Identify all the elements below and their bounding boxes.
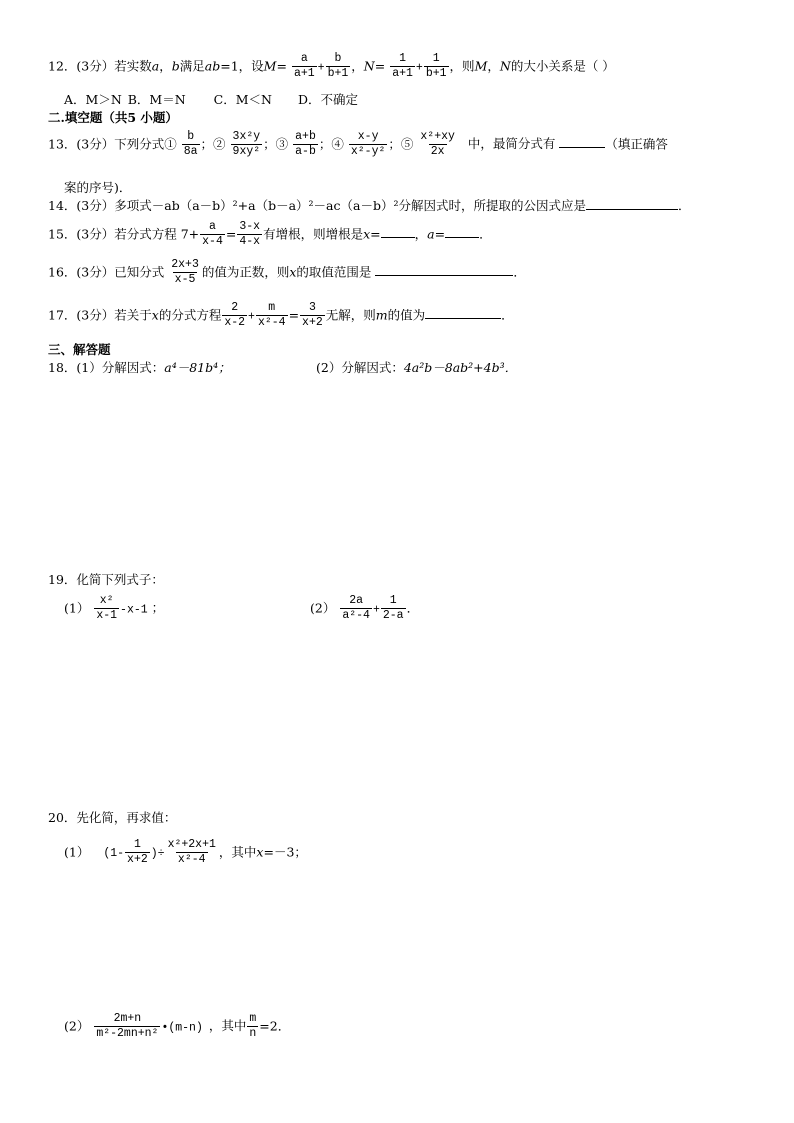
q12-fraction-d: $\frac{1}{b+1}$ <box>425 52 447 81</box>
q12-number: 12．(3分）若实数 <box>48 58 152 74</box>
q16-answer-blank[interactable] <box>375 275 513 276</box>
q12-fraction-a: $\frac{a}{a+1}$ <box>293 52 315 81</box>
q12-option-c: C．M＜N <box>213 92 272 107</box>
q12-option-a: A．M＞N <box>64 92 122 107</box>
question-16: 16．(3分）已知分式 $\frac{2x+3}{x-5}$ 的值为正数，则x的取值范围是 ． <box>48 258 526 287</box>
q20-fraction-1: $\frac{1}{x+2}$ <box>127 838 148 867</box>
q17-fraction-1: $\frac{2}{x-2}$ <box>224 301 246 330</box>
q12-option-b: B．M＝N <box>127 92 186 107</box>
question-20-part-1: (1） (1- $\frac{1}{x+2}$ )÷ $\frac{\text{x²+2x+1}}{\text{x²-4}}$ ，其中x=－3； <box>64 838 307 867</box>
question-19-title: 19．化简下列式子： <box>48 572 164 587</box>
q19-fraction-3: $\frac{1}{2-a}$ <box>382 594 404 623</box>
question-15: 15．(3分）若分式方程 7+ $\frac{a}{x-4}$ = $\frac{3-x}{4-x}$ 有增根，则增根是x= ，a= ． <box>48 220 492 249</box>
q15-fraction-right: $\frac{3-x}{4-x}$ <box>239 220 261 249</box>
q20-fraction-4: $\frac{m}{n}$ <box>249 1012 257 1041</box>
question-18-part-2: (2）分解因式：4a²b－8ab²+4b³． <box>316 360 518 375</box>
q13-fraction-3: $\frac{a+b}{a-b}$ <box>295 130 316 159</box>
q17-answer-blank[interactable] <box>425 318 501 319</box>
question-19-part-1: (1） $\frac{\text{x²}}{x-1}$ -x-1 ； <box>64 594 165 623</box>
q17-fraction-2: $\frac{m}{\text{x²-4}}$ <box>257 301 286 330</box>
q14-answer-blank[interactable] <box>586 209 678 210</box>
question-20-part-2: (2） $\frac{2m+n}{\text{m²-2mn+n²}}$ •(m-n) ，其中 $\frac{m}{n}$ =2． <box>64 1012 291 1041</box>
q20-fraction-2: $\frac{\text{x²+2x+1}}{\text{x²-4}}$ <box>167 838 216 867</box>
question-12: 12．(3分）若实数a，b满足ab=1，设M= $\frac{a}{a+1}$ + $\frac{b}{b+1}$ ，N= $\frac{1}{a+1}$ + $\frac{1}{b+1}$ ，则M，N的大小关系是（ ） <box>48 52 615 81</box>
question-18-part-1: 18．(1）分解因式：a⁴－81b⁴； <box>48 360 231 375</box>
question-19-part-2: (2） $\frac{2a}{\text{a²-4}}$ + $\frac{1}{2-a}$ ． <box>310 594 420 623</box>
question-14: 14．(3分）多项式－ab（a－b）²+a（b－a）²－ac（a－b）²分解因式时，所提取的公因式应是 ． <box>48 198 691 213</box>
q12-fraction-c: $\frac{1}{a+1}$ <box>392 52 413 81</box>
question-13: 13．(3分）下列分式① $\frac{b}{8a}$ ；② $\frac{\text{3x²y}}{\text{9xy²}}$ ；③ $\frac{a+b}{a-b}$ ；④ $\frac{x-y}{\text{x²-y²}}$ ；⑤ $\frac{\text{x²+xy}}{2x}$ 中，最简分式有 （填正确答 <box>48 130 668 159</box>
q19-fraction-2: $\frac{2a}{\text{a²-4}}$ <box>342 594 370 623</box>
q15-root-blank[interactable] <box>381 237 415 238</box>
q13-line2: 案的序号)． <box>64 180 132 195</box>
section-answer-heading: 三、解答题 <box>48 342 111 357</box>
q16-fraction: $\frac{2x+3}{x-5}$ <box>171 258 199 287</box>
q13-fraction-2: $\frac{\text{3x²y}}{\text{9xy²}}$ <box>232 130 261 159</box>
q12-option-d: D．不确定 <box>297 92 358 107</box>
q12-fraction-b: $\frac{b}{b+1}$ <box>327 52 349 81</box>
q17-fraction-3: $\frac{3}{x+2}$ <box>302 301 323 330</box>
question-17: 17．(3分）若关于x的分式方程 $\frac{2}{x-2}$ + $\frac{m}{\text{x²-4}}$ = $\frac{3}{x+2}$ 无解，则m的值为 ． <box>48 301 514 330</box>
question-20-title: 20．先化简，再求值： <box>48 810 177 825</box>
q19-fraction-1: $\frac{\text{x²}}{x-1}$ <box>96 594 118 623</box>
q20-fraction-3: $\frac{2m+n}{\text{m²-2mn+n²}}$ <box>96 1012 159 1041</box>
section-fill-in-blank-heading: 二.填空题（共5 小题） <box>48 110 178 125</box>
q13-fraction-5: $\frac{\text{x²+xy}}{2x}$ <box>420 130 455 159</box>
q15-fraction-left: $\frac{a}{x-4}$ <box>202 220 223 249</box>
q13-fraction-1: $\frac{b}{8a}$ <box>183 130 198 159</box>
q12-options <box>64 90 358 108</box>
q13-answer-blank[interactable] <box>559 147 605 148</box>
q15-a-blank[interactable] <box>445 237 479 238</box>
q13-fraction-4: $\frac{x-y}{\text{x²-y²}}$ <box>350 130 386 159</box>
